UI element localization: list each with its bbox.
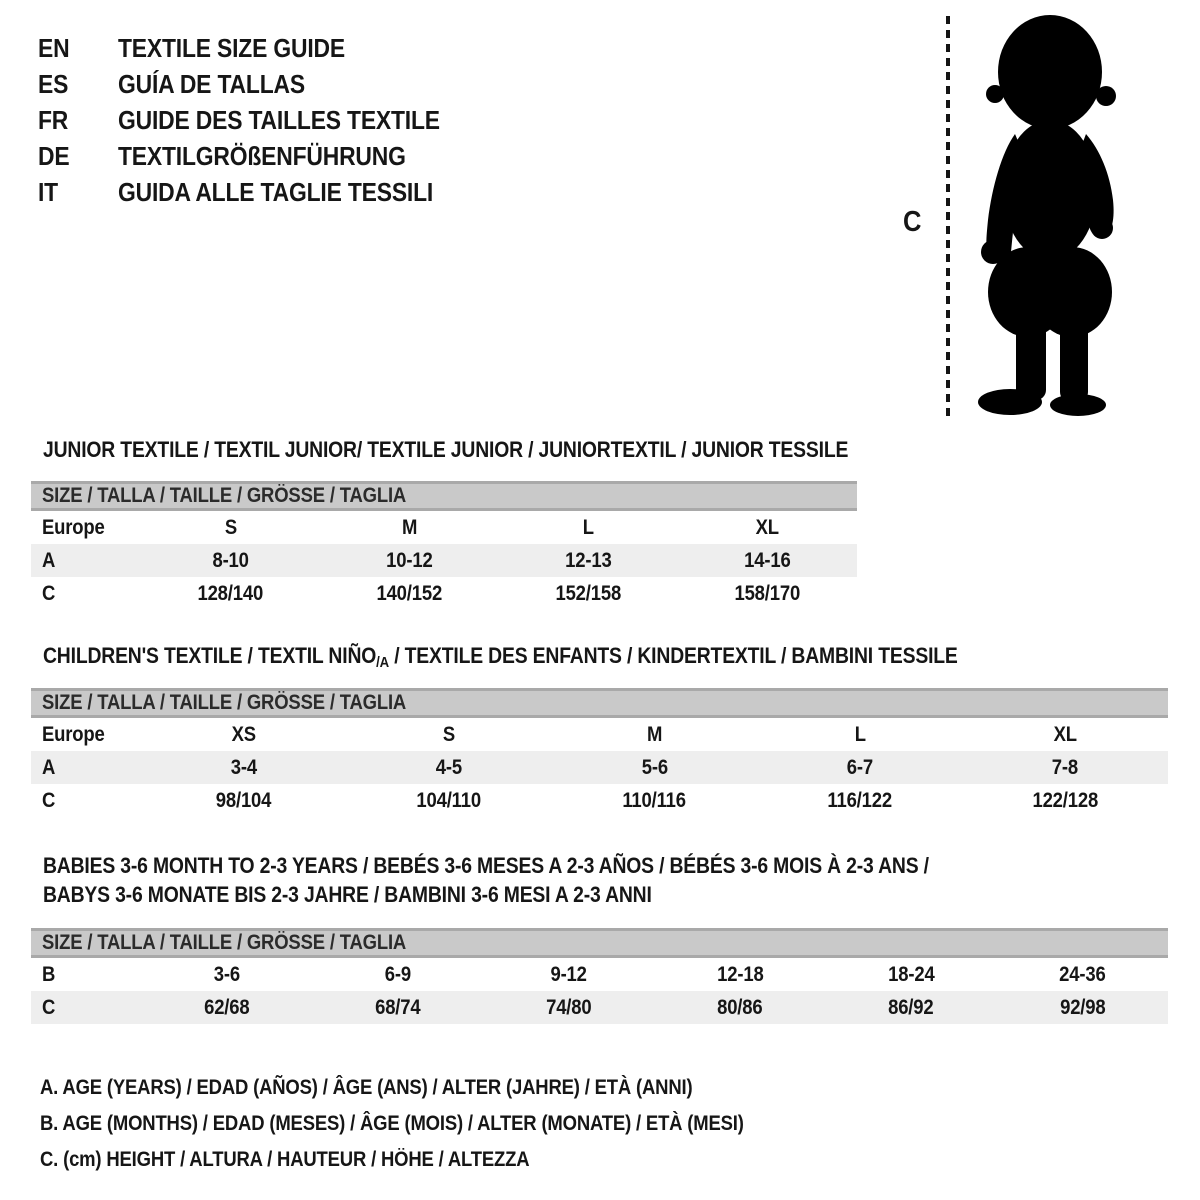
height-cell: 152/158: [555, 581, 622, 605]
size-header-text: SIZE / TALLA / TAILLE / GRÖSSE / TAGLIA: [42, 691, 407, 714]
legend-age-months: B. AGE (MONTHS) / EDAD (MESES) / ÂGE (MOIS) / ALTER (MONATE) / ETÀ (MESI): [40, 1112, 744, 1135]
age-cell: 10-12: [386, 548, 433, 572]
nino-a-subscript: /A: [376, 654, 389, 671]
table-row-europe: [31, 718, 1168, 751]
row-label: B: [42, 962, 56, 986]
row-label: C: [42, 788, 56, 812]
size-header-text: SIZE / TALLA / TAILLE / GRÖSSE / TAGLIA: [42, 484, 407, 507]
size-cell: M: [646, 722, 663, 746]
size-cell: L: [854, 722, 866, 746]
height-cell: 122/128: [1032, 788, 1099, 812]
children-section-title: [43, 644, 1082, 675]
language-code: IT: [38, 176, 58, 207]
baby-silhouette-icon: [960, 12, 1142, 416]
language-code: DE: [38, 140, 70, 171]
size-header-bar: [31, 481, 857, 511]
age-cell: 14-16: [744, 548, 791, 572]
height-cell: 158/170: [734, 581, 801, 605]
size-cell: XS: [231, 722, 256, 746]
table-row-age: [31, 544, 857, 577]
size-header-bar: [31, 688, 1168, 718]
size-cell: S: [224, 515, 237, 539]
months-cell: 24-36: [1059, 962, 1106, 986]
age-cell: 4-5: [436, 755, 463, 779]
size-cell: S: [443, 722, 456, 746]
table-row-height: [31, 577, 857, 610]
babies-size-table: [31, 928, 1168, 1024]
height-cell: 140/152: [376, 581, 443, 605]
guide-title-en: TEXTILE SIZE GUIDE: [118, 32, 345, 63]
row-label: Europe: [42, 722, 105, 746]
size-cell: XL: [755, 515, 780, 539]
babies-title-line2: BABYS 3-6 MONATE BIS 2-3 JAHRE / BAMBINI 3-6 MESI A 2-3 ANNI: [43, 882, 652, 907]
language-row-en: [38, 30, 484, 66]
table-row-europe: [31, 511, 857, 544]
months-cell: 3-6: [213, 962, 240, 986]
babies-section-title: [43, 851, 1050, 909]
height-cell: 74/80: [546, 995, 592, 1019]
age-cell: 6-7: [846, 755, 874, 779]
table-row-height: [31, 991, 1168, 1024]
months-cell: 18-24: [888, 962, 935, 986]
height-cell: 80/86: [717, 995, 763, 1019]
row-label: A: [42, 548, 56, 572]
months-cell: 9-12: [550, 962, 588, 986]
table-row-height: [31, 784, 1168, 817]
measure-legend: [40, 1070, 840, 1178]
table-row-months: [31, 958, 1168, 991]
children-section-title-text: CHILDREN'S TEXTILE / TEXTIL NIÑO/A / TEXTILE DES ENFANTS / KINDERTEXTIL / BAMBINI TESSILE: [43, 643, 958, 671]
height-cell: 98/104: [215, 788, 272, 812]
height-measure-dashed-line: [946, 16, 950, 416]
height-cell: 92/98: [1059, 995, 1106, 1019]
age-cell: 12-13: [565, 548, 612, 572]
legend-height-cm: C. (cm) HEIGHT / ALTURA / HAUTEUR / HÖHE / ALTEZZA: [40, 1148, 530, 1171]
height-cell: 110/116: [622, 788, 687, 812]
language-row-es: [38, 66, 484, 102]
height-cell: 86/92: [888, 995, 934, 1019]
row-label: Europe: [42, 515, 105, 539]
table-row-age: [31, 751, 1168, 784]
age-cell: 5-6: [641, 755, 668, 779]
language-code: FR: [38, 104, 69, 135]
age-cell: 7-8: [1052, 755, 1079, 779]
junior-size-table: [31, 481, 857, 610]
children-size-table: [31, 688, 1168, 817]
months-cell: 6-9: [384, 962, 411, 986]
size-cell: M: [401, 515, 418, 539]
age-cell: 8-10: [212, 548, 249, 572]
row-label: A: [42, 755, 56, 779]
babies-title-line1: BABIES 3-6 MONTH TO 2-3 YEARS / BEBÉS 3-6 MESES A 2-3 AÑOS / BÉBÉS 3-6 MOIS À 2-3 ANS /: [43, 853, 929, 878]
height-measure-label: C: [903, 206, 922, 238]
age-cell: 3-4: [230, 755, 257, 779]
guide-title-es: GUÍA DE TALLAS: [118, 68, 305, 99]
legend-age-years: A. AGE (YEARS) / EDAD (AÑOS) / ÂGE (ANS) / ALTER (JAHRE) / ETÀ (ANNI): [40, 1076, 693, 1099]
language-code: ES: [38, 68, 69, 99]
size-cell: L: [582, 515, 595, 539]
height-cell: 128/140: [197, 581, 264, 605]
guide-title-it: GUIDA ALLE TAGLIE TESSILI: [118, 176, 434, 207]
height-cell: 68/74: [375, 995, 421, 1019]
junior-section-title-text: JUNIOR TEXTILE / TEXTIL JUNIOR/ TEXTILE JUNIOR / JUNIORTEXTIL / JUNIOR TESSILE: [43, 437, 849, 462]
height-cell: 116/122: [827, 788, 893, 812]
junior-section-title: [43, 438, 958, 462]
size-header-bar: [31, 928, 1168, 958]
language-row-it: [38, 174, 484, 210]
size-cell: XL: [1053, 722, 1077, 746]
row-label: C: [42, 995, 56, 1019]
size-header-text: SIZE / TALLA / TAILLE / GRÖSSE / TAGLIA: [42, 931, 407, 954]
months-cell: 12-18: [716, 962, 764, 986]
height-cell: 104/110: [416, 788, 482, 812]
row-label: C: [42, 581, 56, 605]
guide-title-de: TEXTILGRÖßENFÜHRUNG: [118, 140, 406, 171]
language-row-de: [38, 138, 484, 174]
language-code: EN: [38, 32, 70, 63]
guide-title-fr: GUIDE DES TAILLES TEXTILE: [118, 104, 440, 135]
height-cell: 62/68: [203, 995, 250, 1019]
language-title-list: [38, 30, 484, 210]
language-row-fr: [38, 102, 484, 138]
